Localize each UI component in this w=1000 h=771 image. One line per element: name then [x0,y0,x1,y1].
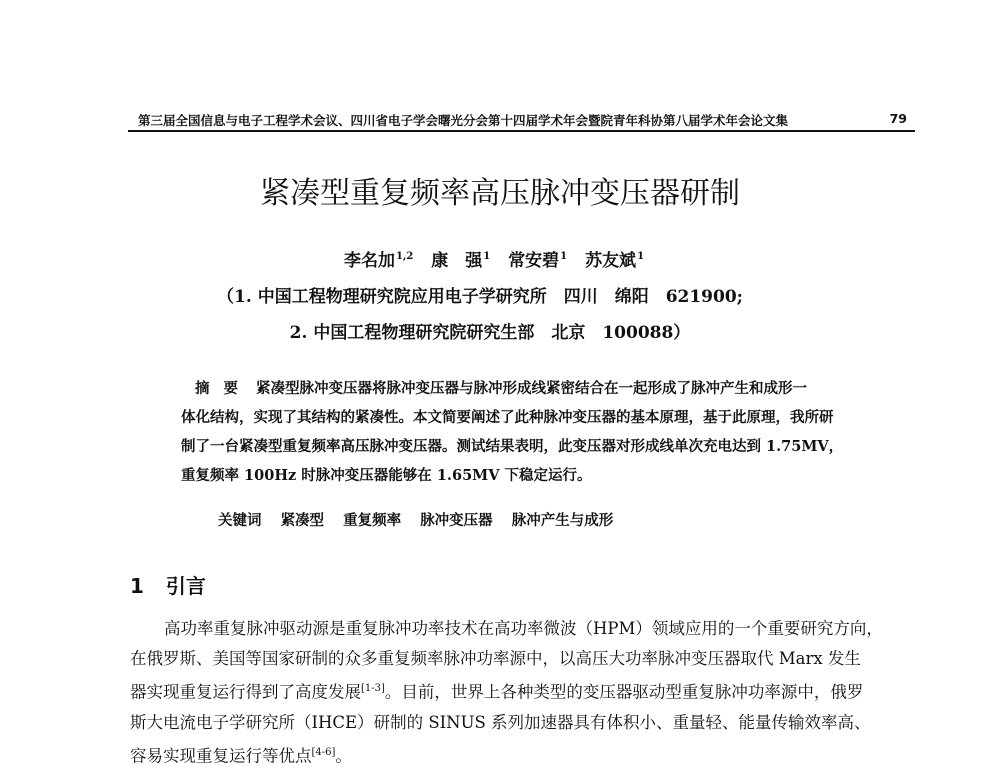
body-text-run: 器实现重复运行得到了高度发展 [130,683,361,702]
abstract-line: 制了一台紧凑型重复频率高压脉冲变压器。测试结果表明，此变压器对形成线单次充电达到 1.75MV， [181,432,859,461]
body-line: 高功率重复脉冲驱动源是重复脉冲功率技术在高功率微波（HPM）领域应用的一个重要研究方向， [130,614,916,644]
paper-title: 紧凑型重复频率高压脉冲变压器研制 [0,168,1000,212]
body-line [130,674,916,708]
affiliation-line: 2. 中国工程物理研究院研究生部 北京 100088） [0,318,990,343]
author-name: 常安碧 [508,251,559,271]
section-heading [130,570,206,599]
abstract-line: 体化结构，实现了其结构的紧凑性。本文简要阐述了此种脉冲变压器的基本原理，基于此原理，我所研 [181,403,859,432]
running-header [128,108,915,132]
author-affil-mark: 1,2 [396,251,413,262]
author-affil-mark: 1 [483,251,490,262]
body-text-run: 容易实现重复运行等优点 [130,746,312,765]
abstract-line: 紧凑型脉冲变压器将脉冲变压器与脉冲形成线紧密结合在一起形成了脉冲产生和成形一 [256,380,807,397]
author-affil-mark: 1 [560,251,567,262]
running-title: 第三届全国信息与电子工程学术会议、四川省电子学会曙光分会第十四届学术年会暨院青年科协第八届学术年会论文集 [138,111,788,129]
body-text-run: 。目前，世界上各种类型的变压器驱动型重复脉冲功率源中，俄罗 [385,683,864,702]
keyword: 脉冲变压器 [420,512,493,529]
body-line: 在俄罗斯、美国等国家研制的众多重复频率脉冲功率源中，以高压大功率脉冲变压器取代 Marx 发生 [130,644,916,674]
author-name: 康 强 [431,251,482,271]
abstract-line: 重复频率 100Hz 时脉冲变压器能够在 1.65MV 下稳定运行。 [181,461,859,490]
abstract-label: 摘要 [195,380,252,397]
section-number: 1 [130,574,144,598]
citation: [1-3] [361,683,385,694]
author-affil-mark: 1 [637,251,644,262]
keyword: 重复频率 [343,512,401,529]
citation: [4-6] [312,747,336,758]
body-text [130,614,916,771]
keywords [218,509,627,530]
body-text-run: 。 [335,746,352,765]
body-line: 斯大电流电子学研究所（IHCE）研制的 SINUS 系列加速器具有体积小、重量轻、能量传输效率高、 [130,708,916,738]
keyword: 紧凑型 [281,512,325,529]
author-name: 李名加 [344,251,395,271]
keywords-label: 关键词 [218,512,262,529]
keyword: 脉冲产生与成形 [512,512,614,529]
author-name: 苏友斌 [585,251,636,271]
body-line [130,738,916,771]
author-list [0,246,1000,271]
page-number: 79 [890,111,907,126]
affiliation-line: （1. 中国工程物理研究院应用电子学研究所 四川 绵阳 621900; [0,282,980,307]
section-title: 引言 [166,574,206,598]
abstract [181,374,859,490]
